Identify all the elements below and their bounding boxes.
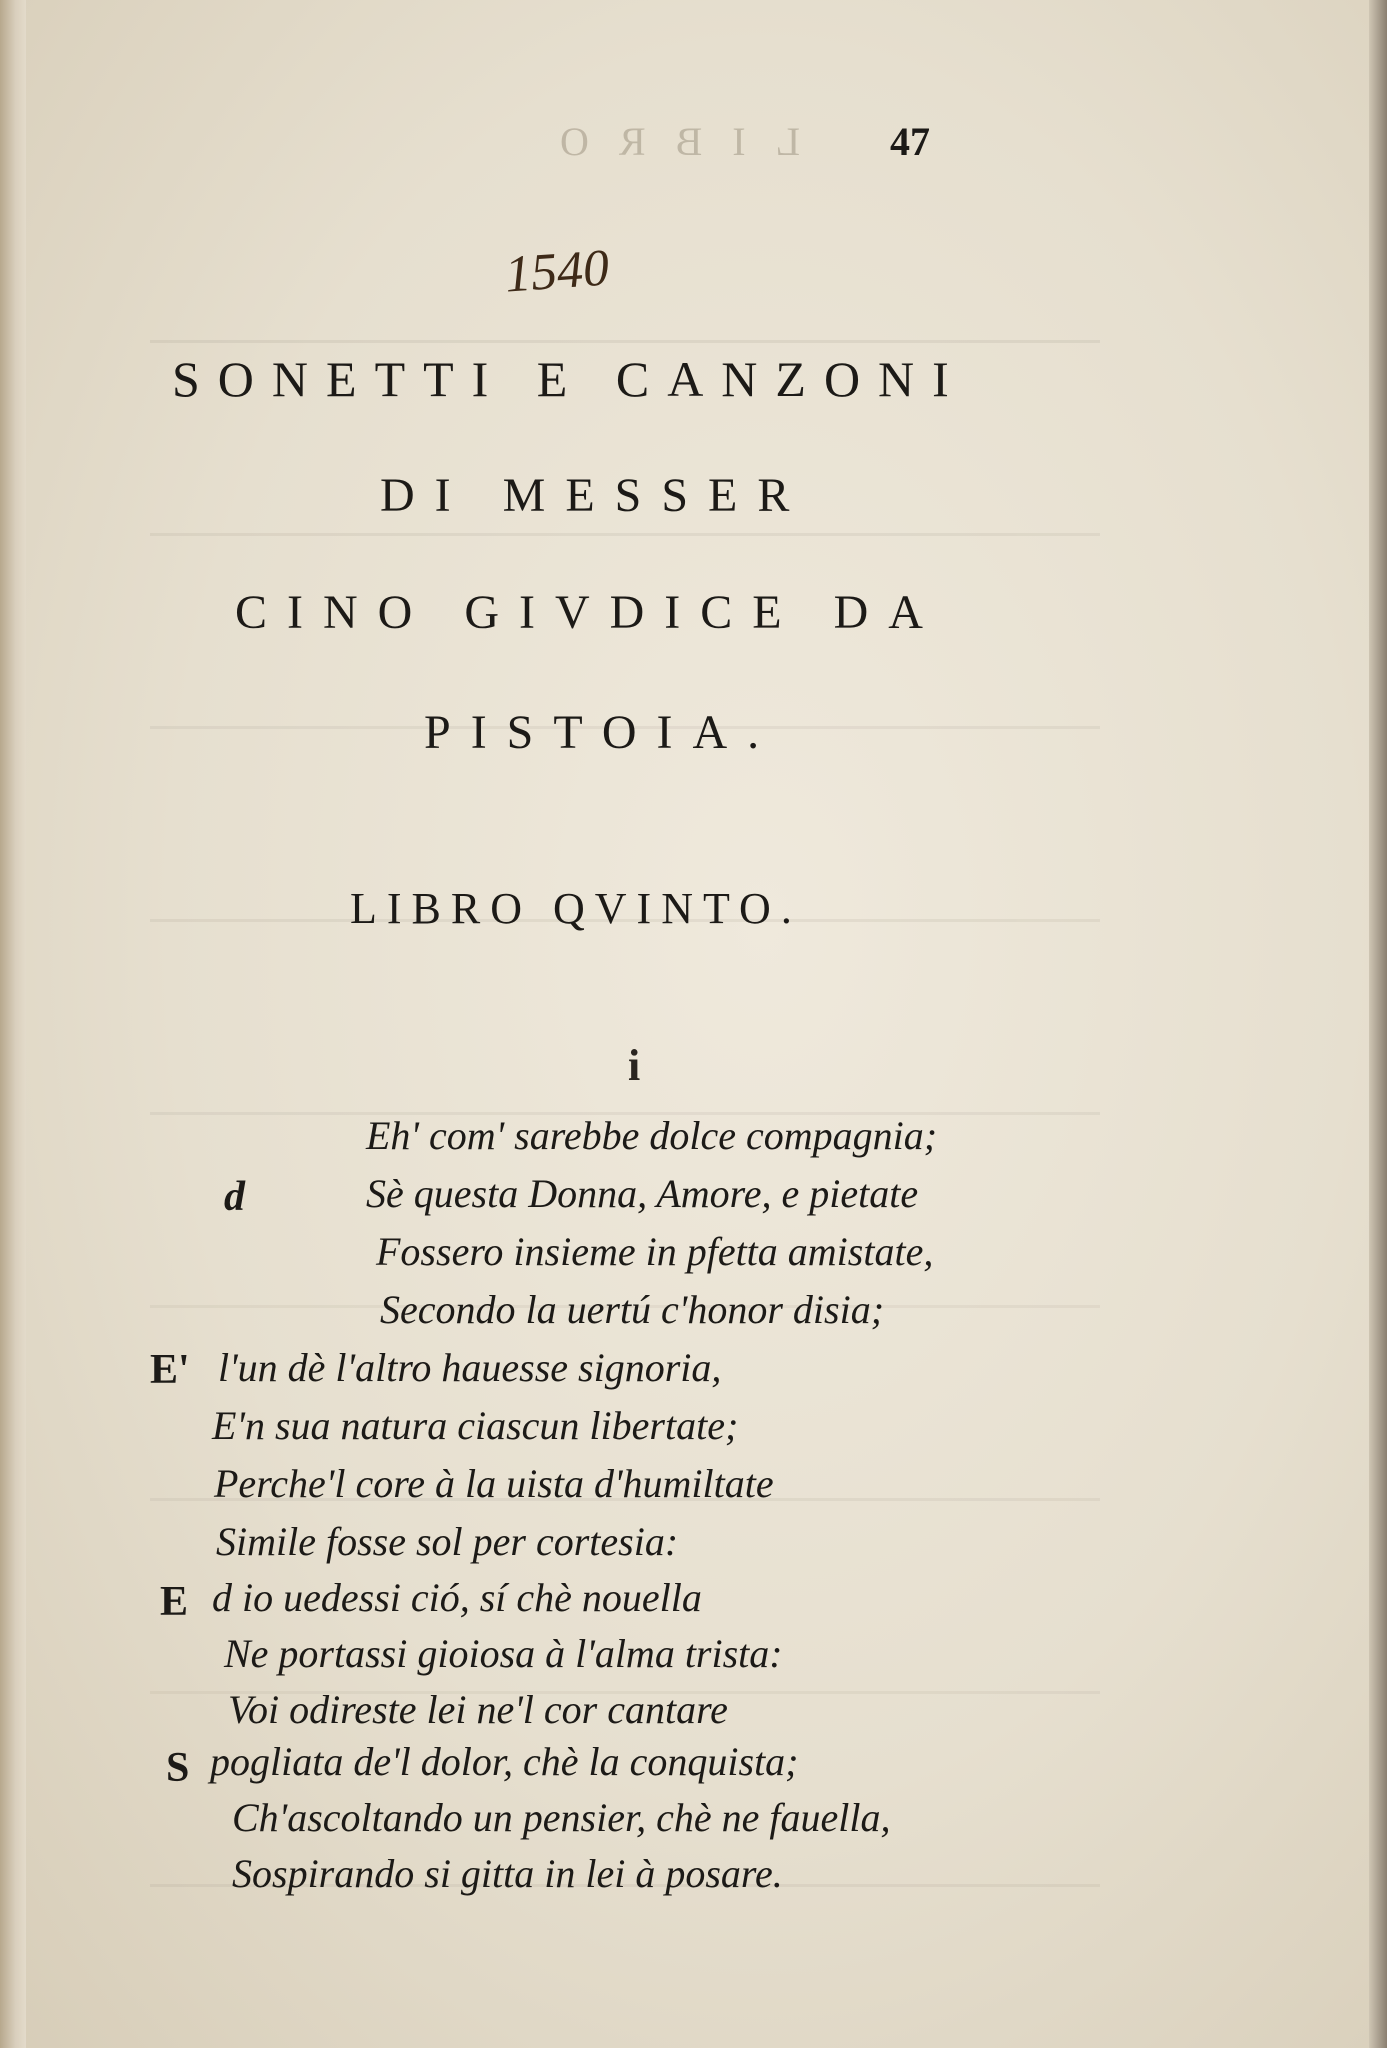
poem-line: Eh' com' sarebbe dolce compagnia; — [366, 1113, 938, 1158]
poem-line: Fossero insieme in pfetta amistate, — [376, 1229, 934, 1274]
title-line-3: CINO GIVDICE DA — [235, 586, 943, 639]
section-mark: i — [628, 1041, 641, 1090]
title-line-2: DI MESSER — [380, 469, 810, 522]
margin-letter: d — [224, 1174, 245, 1220]
handwritten-annotation: 1540 — [503, 239, 611, 304]
poem-line: Sè questa Donna, Amore, e pietate — [366, 1171, 919, 1216]
page-edge — [1369, 0, 1387, 2048]
poem-line: pogliata de'l dolor, chè la conquista; — [210, 1739, 799, 1784]
stanza-initial: E — [160, 1579, 189, 1625]
stanza-initial: S — [166, 1745, 190, 1791]
poem-line: Simile fosse sol per cortesia: — [216, 1519, 679, 1564]
poem-line: Ch'ascoltando un pensier, chè ne fauella, — [232, 1795, 891, 1840]
poem-line: Ne portassi gioiosa à l'alma trista: — [224, 1631, 783, 1676]
book-heading: LIBRO QVINTO. — [350, 884, 802, 933]
title-line-4: PISTOIA. — [424, 706, 780, 759]
page-number: 47 — [890, 119, 930, 164]
poem-line: Perche'l core à la uista d'humiltate — [214, 1461, 774, 1506]
show-through-texture — [150, 170, 1100, 990]
poem-line: Voi odireste lei ne'l cor cantare — [228, 1687, 728, 1732]
running-head: LIBRO — [530, 119, 800, 164]
poem-line: Secondo la uertú c'honor disia; — [380, 1287, 885, 1332]
poem-line: d io uedessi ció, sí chè nouella — [212, 1575, 702, 1620]
poem-line: l'un dè l'altro hauesse signoria, — [218, 1345, 722, 1390]
poem-line: E'n sua natura ciascun libertate; — [212, 1403, 739, 1448]
stanza-initial: E' — [150, 1347, 190, 1393]
poem-line: Sospirando si gitta in lei à posare. — [232, 1851, 783, 1896]
title-line-1: SONETTI E CANZONI — [172, 351, 967, 407]
book-spine — [0, 0, 26, 2048]
